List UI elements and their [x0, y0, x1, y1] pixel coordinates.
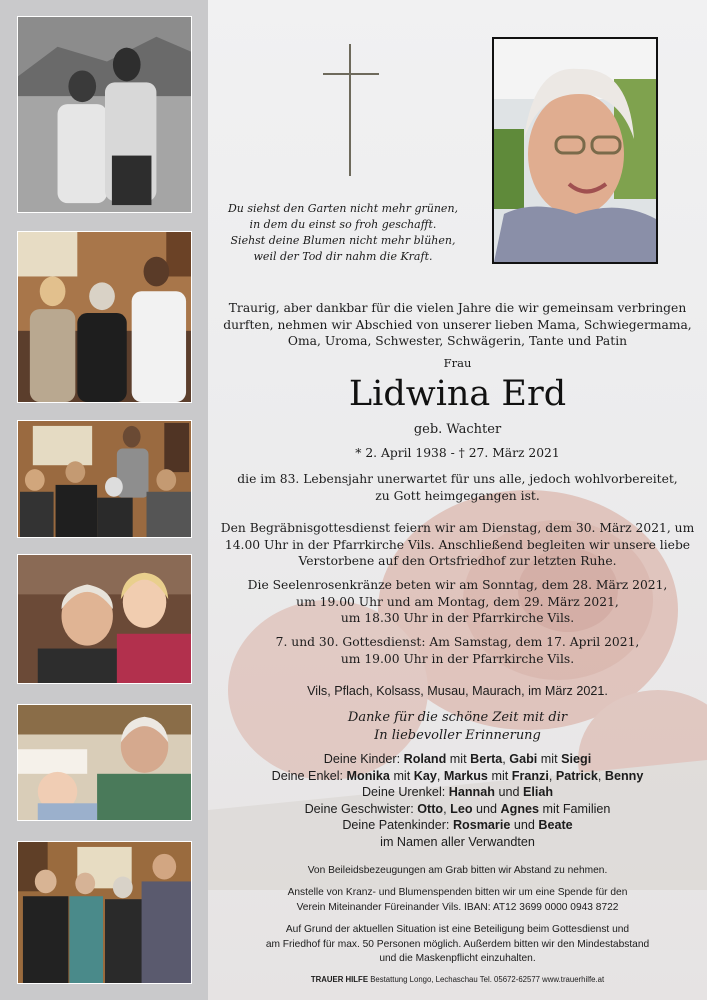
- passing-line: zu Gott heimgegangen ist.: [375, 488, 540, 503]
- photo-family-three: [17, 231, 192, 403]
- masses-line: um 19.00 Uhr in der Pfarrkirche Vils.: [340, 651, 575, 666]
- family-godchildren: Deine Patenkinder: Rosmarie und Beate: [342, 818, 573, 833]
- poem-line: weil der Tod dir nahm die Kraft.: [253, 250, 433, 263]
- rosary-text: [208, 577, 707, 627]
- donation-line: Verein Miteinander Füreinander Vils. IBAN: AT12 3699 0000 0943 8722: [296, 901, 619, 913]
- photo-grandma-child: [17, 554, 192, 684]
- family-great-grandchildren: Deine Urenkel: Hannah und Eliah: [361, 785, 554, 800]
- covid-line: am Friedhof für max. 50 Personen möglich. Außerdem bitten wir den Mindestabstand: [265, 938, 650, 950]
- footer: [208, 975, 707, 984]
- family-grandchildren: Deine Enkel: Monika mit Kay, Markus mit Franzi, Patrick, Benny: [271, 768, 644, 783]
- footer-brand: TRAUER HILFE: [310, 975, 369, 984]
- funeral-line: Den Begräbnisgottesdienst feiern wir am Dienstag, dem 30. März 2021, um: [220, 521, 695, 535]
- family-siblings: Deine Geschwister: Otto, Leo und Agnes mit Familien: [304, 801, 611, 816]
- intro-text: [208, 300, 707, 350]
- thanks-line: Danke für die schöne Zeit mit dir: [347, 710, 568, 725]
- rosary-line: Die Seelenrosenkränze beten wir am Sonntag, dem 28. März 2021,: [247, 578, 668, 592]
- funeral-line: Verstorbene auf den Ortsfriedhof zur letzten Ruhe.: [298, 554, 617, 568]
- passing-text: [208, 471, 707, 504]
- passing-line: die im 83. Lebensjahr unerwartet für uns alle, jedoch wohlvorbereitet,: [237, 472, 678, 486]
- life-dates: * 2. April 1938 - † 27. März 2021: [355, 446, 560, 460]
- funeral-line: 14.00 Uhr in der Pfarrkirche Vils. Anschließend begleiten wir unsere liebe: [224, 537, 691, 552]
- covid-line: und die Maskenpflicht einzuhalten.: [379, 953, 536, 964]
- photo-family-group: [17, 420, 192, 538]
- photo-couple-bw: [17, 16, 192, 213]
- family-list: [208, 751, 707, 851]
- thanks-line: In liebevoller Erinnerung: [374, 728, 541, 743]
- intro-line: durften, nehmen wir Abschied von unserer lieben Mama, Schwiegermama,: [223, 317, 692, 332]
- family-relatives: im Namen aller Verwandten: [380, 834, 535, 849]
- note-donation: [208, 886, 707, 915]
- intro-line: Traurig, aber dankbar für die vielen Jahre die wir gemeinsam verbringen: [228, 301, 687, 315]
- note-covid: [208, 923, 707, 967]
- masses-line: 7. und 30. Gottesdienst: Am Samstag, dem 17. April 2021,: [275, 635, 640, 649]
- footer-text: Bestattung Longo, Lechaschau Tel. 05672-62577 www.trauerhilfe.at: [370, 975, 605, 984]
- photo-grandma-baby: [17, 704, 192, 821]
- note-condolences: Von Beileidsbezeugungen am Grab bitten wir Abstand zu nehmen.: [307, 865, 608, 876]
- thanks-text: [208, 709, 707, 745]
- funeral-text: [208, 520, 707, 570]
- cross-icon: [323, 44, 379, 176]
- place-date: Vils, Pflach, Kolsass, Musau, Maurach, im März 2021.: [307, 684, 608, 698]
- photo-sidebar: [0, 0, 208, 1000]
- obituary-main: [208, 0, 707, 1000]
- poem: [218, 201, 468, 265]
- rosary-line: um 18.30 Uhr in der Pfarrkirche Vils.: [340, 611, 575, 625]
- family-children: Deine Kinder: Roland mit Berta, Gabi mit Siegi: [323, 752, 592, 766]
- masses-text: [208, 634, 707, 667]
- rosary-line: um 19.00 Uhr und am Montag, dem 29. März 2021,: [296, 594, 619, 609]
- covid-line: Auf Grund der aktuellen Situation ist eine Beteiligung beim Gottesdienst und: [285, 924, 630, 935]
- title-prefix: Frau: [443, 356, 472, 370]
- photo-family-four: [17, 841, 192, 984]
- poem-line: Du siehst den Garten nicht mehr grünen,: [227, 202, 459, 215]
- portrait-photo: [492, 37, 658, 264]
- donation-line: Anstelle von Kranz- und Blumenspenden bitten wir um eine Spende für den: [287, 887, 628, 898]
- poem-line: in dem du einst so froh geschafft.: [249, 218, 437, 231]
- birth-name: geb. Wachter: [413, 422, 502, 437]
- deceased-name: Lidwina Erd: [348, 374, 567, 414]
- intro-line: Oma, Uroma, Schwester, Schwägerin, Tante und Patin: [287, 334, 628, 348]
- poem-line: Siehst deine Blumen nicht mehr blühen,: [230, 234, 456, 247]
